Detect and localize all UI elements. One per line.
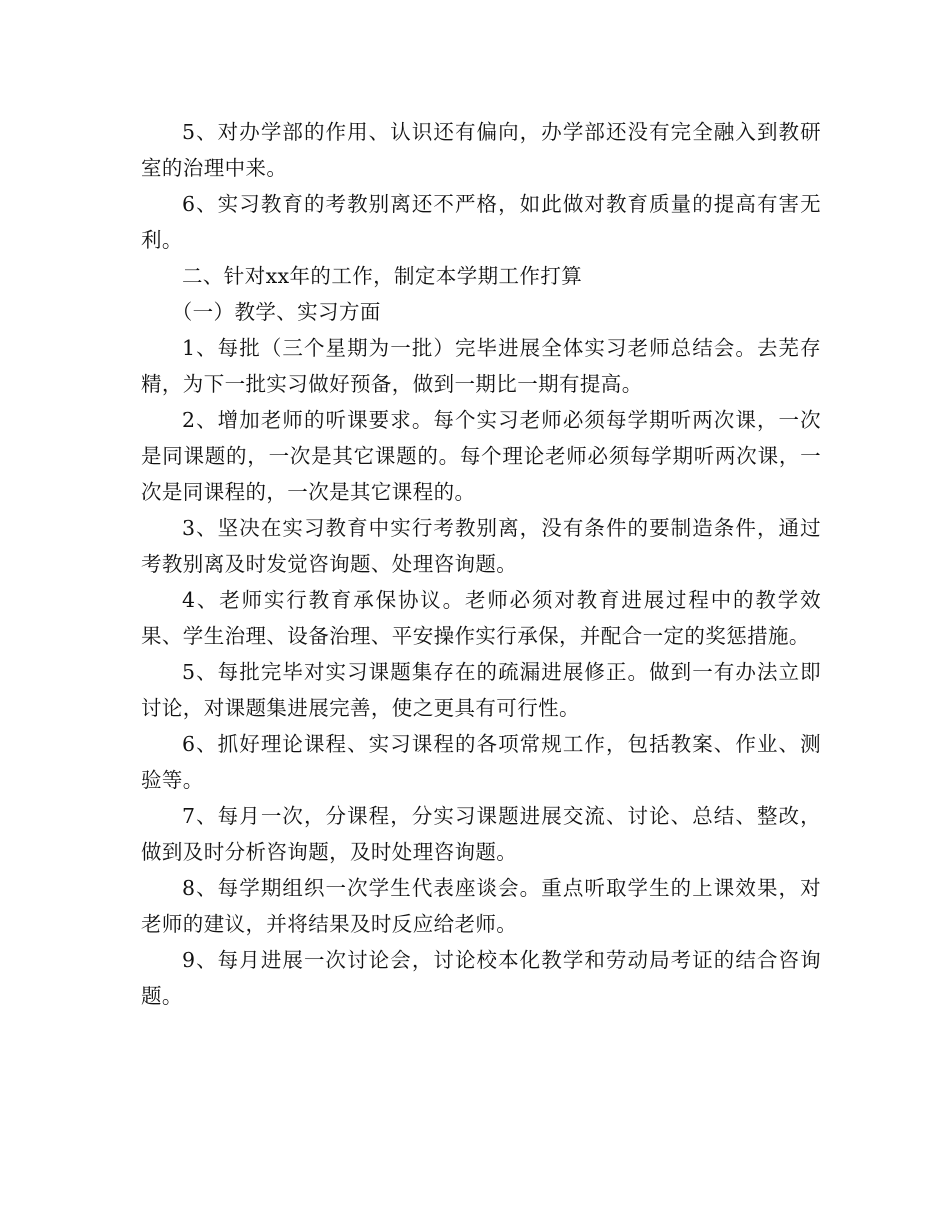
paragraph-plan-1: 1、每批（三个星期为一批）完毕进展全体实习老师总结会。去芜存精，为下一批实习做好预备，做到一期比一期有提高。 <box>141 336 821 396</box>
paragraph-plan-4: 4、老师实行教育承保协议。老师必须对教育进展过程中的教学效果、学生治理、设备治理、平安操作实行承保，并配合一定的奖惩措施。 <box>141 588 821 648</box>
paragraph-plan-3: 3、坚决在实习教育中实行考教别离，没有条件的要制造条件，通过考教别离及时发觉咨询题、处理咨询题。 <box>141 516 821 576</box>
paragraph-item-5-role: 5、对办学部的作用、认识还有偏向，办学部还没有完全融入到教研室的治理中来。 <box>141 120 821 180</box>
paragraph-plan-2: 2、增加老师的听课要求。每个实习老师必须每学期听两次课，一次是同课题的，一次是其它课题的。每个理论老师必须每学期听两次课，一次是同课程的，一次是其它课程的。 <box>141 408 821 504</box>
section-heading-plan: 二、针对xx年的工作，制定本学期工作打算 <box>182 264 583 288</box>
subsection-heading-teaching: （一）教学、实习方面 <box>171 300 381 324</box>
paragraph-plan-6: 6、抓好理论课程、实习课程的各项常规工作，包括教案、作业、测验等。 <box>141 732 821 792</box>
paragraph-plan-9: 9、每月进展一次讨论会，讨论校本化教学和劳动局考证的结合咨询题。 <box>141 948 821 1008</box>
document-body <box>141 114 821 1014</box>
paragraph-item-6-exam: 6、实习教育的考教别离还不严格，如此做对教育质量的提高有害无利。 <box>141 192 821 252</box>
paragraph-plan-5: 5、每批完毕对实习课题集存在的疏漏进展修正。做到一有办法立即讨论，对课题集进展完善，使之更具有可行性。 <box>141 660 821 720</box>
paragraph-plan-8: 8、每学期组织一次学生代表座谈会。重点听取学生的上课效果，对老师的建议，并将结果及时反应给老师。 <box>141 876 821 936</box>
paragraph-plan-7: 7、每月一次，分课程，分实习课题进展交流、讨论、总结、整改，做到及时分析咨询题，及时处理咨询题。 <box>141 804 821 864</box>
